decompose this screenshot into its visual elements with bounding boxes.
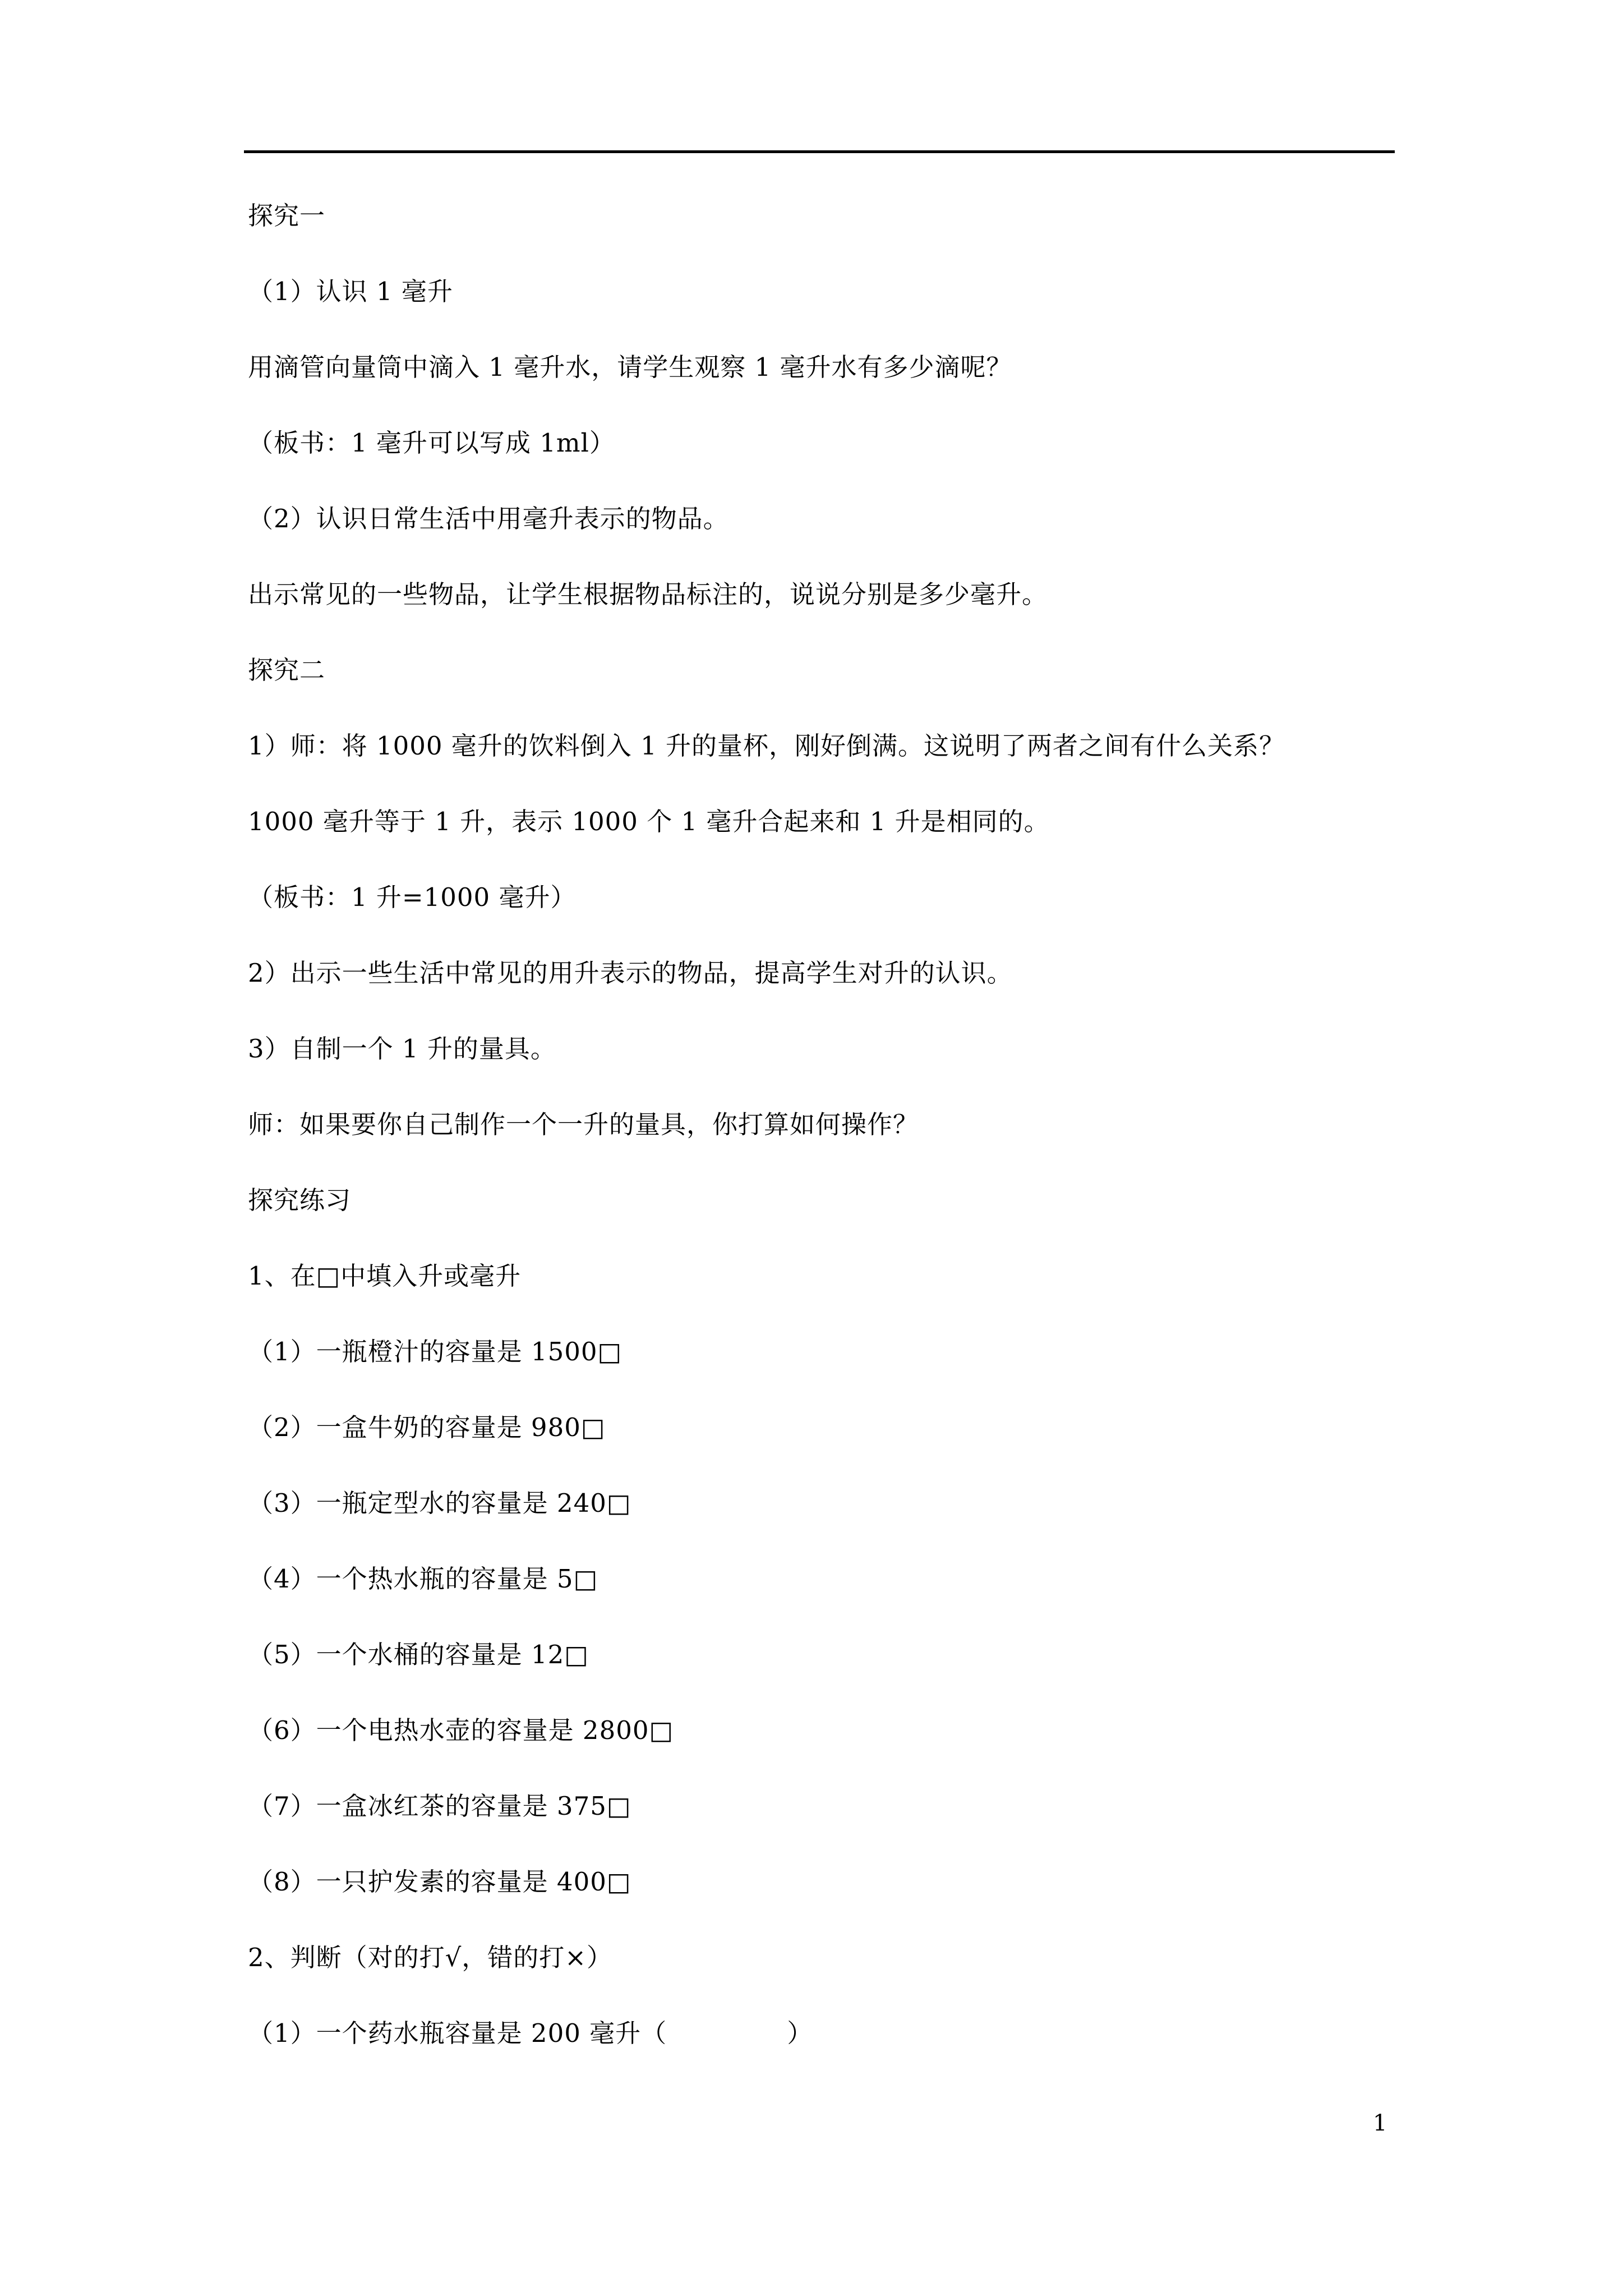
text-line: 出示常见的一些物品，让学生根据物品标注的，说说分别是多少毫升。 — [248, 579, 1048, 609]
text-line: 师：如果要你自己制作一个一升的量具，你打算如何操作？ — [248, 1110, 919, 1139]
header-rule — [244, 150, 1395, 153]
exercise-item: （2）一盒牛奶的容量是 980□ — [248, 1412, 606, 1442]
section-heading-explore-1: 探究一 — [248, 201, 326, 231]
text-line: 2）出示一些生活中常见的用升表示的物品，提高学生对升的认识。 — [248, 958, 1013, 988]
text-line: 3）自制一个 1 升的量具。 — [248, 1034, 556, 1064]
text-line: （板书：1 毫升可以写成 1ml） — [248, 428, 615, 458]
exercise-item: （4）一个热水瓶的容量是 5□ — [248, 1564, 598, 1594]
exercise-item: （7）一盒冰红茶的容量是 375□ — [248, 1791, 631, 1821]
page-number: 1 — [1373, 2110, 1387, 2136]
exercise-title: 2、判断（对的打√，错的打×） — [248, 1943, 613, 1972]
text-line: 1000 毫升等于 1 升，表示 1000 个 1 毫升合起来和 1 升是相同的。 — [248, 807, 1050, 836]
text-line: （板书：1 升=1000 毫升） — [248, 882, 577, 912]
text-line: 1）师：将 1000 毫升的饮料倒入 1 升的量杯，刚好倒满。这说明了两者之间有什么关系？ — [248, 731, 1285, 761]
exercise-item: （1）一瓶橙汁的容量是 1500□ — [248, 1337, 622, 1366]
text-line: （2）认识日常生活中用毫升表示的物品。 — [248, 504, 729, 533]
exercise-item: （5）一个水桶的容量是 12□ — [248, 1640, 589, 1669]
exercise-item: （6）一个电热水壶的容量是 2800□ — [248, 1715, 674, 1745]
exercise-item: （3）一瓶定型水的容量是 240□ — [248, 1488, 631, 1518]
exercise-item: （8）一只护发素的容量是 400□ — [248, 1867, 631, 1897]
section-heading-explore-2: 探究二 — [248, 655, 326, 685]
exercise-title: 1、在□中填入升或毫升 — [248, 1261, 522, 1291]
exercise-item: （1）一个药水瓶容量是 200 毫升（ ） — [248, 2018, 813, 2048]
text-line: （1）认识 1 毫升 — [248, 277, 453, 306]
section-heading-practice: 探究练习 — [248, 1185, 352, 1215]
text-line: 用滴管向量筒中滴入 1 毫升水，请学生观察 1 毫升水有多少滴呢？ — [248, 352, 1012, 382]
